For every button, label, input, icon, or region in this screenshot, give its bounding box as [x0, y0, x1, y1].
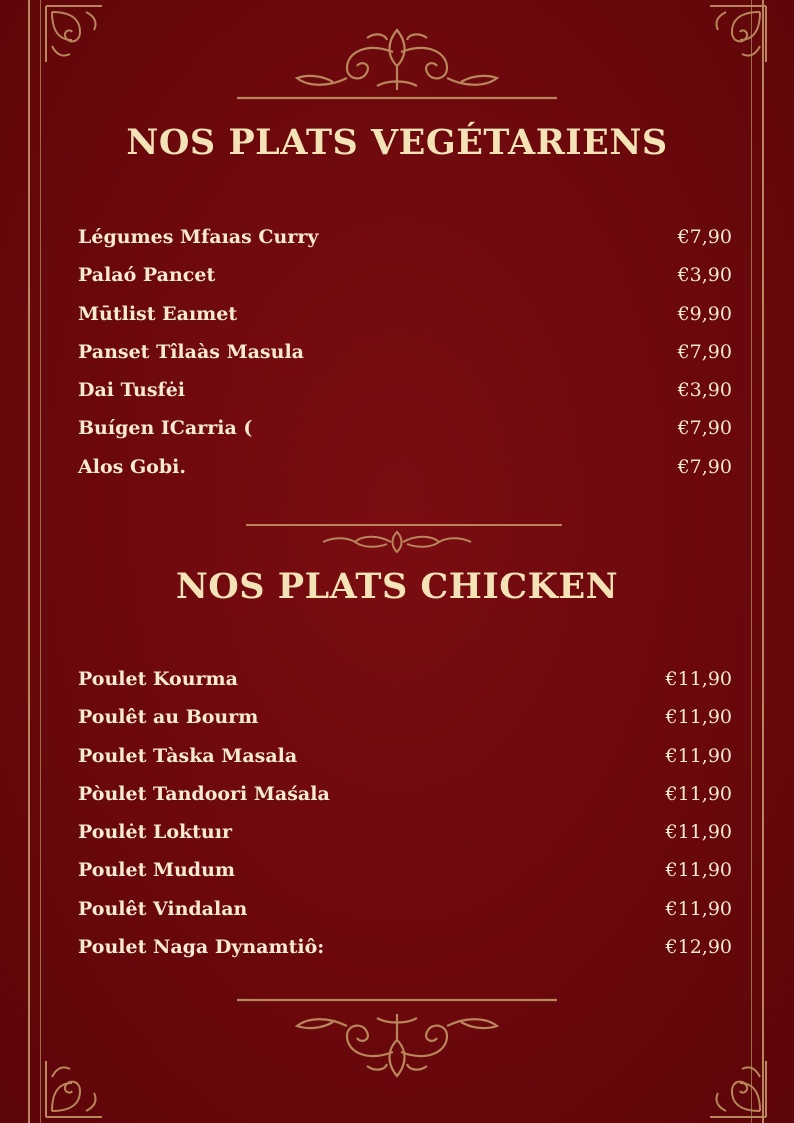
menu-item-price: €7,90	[677, 340, 732, 363]
menu-item-name: Alos Gobi.	[78, 455, 186, 478]
menu-item	[78, 417, 732, 455]
menu-item-price: €7,90	[677, 455, 732, 478]
menu-item-name: Poulet Tàska Masala	[78, 744, 298, 767]
menu-item	[78, 783, 732, 821]
menu-item	[78, 706, 732, 744]
menu-item-name: Dai Tusfėi	[78, 379, 186, 402]
menu-item-name: Pòulet Tandoori Maśala	[78, 782, 330, 805]
menu-item	[78, 668, 732, 706]
menu-item	[78, 898, 732, 936]
chicken-menu-list	[78, 668, 732, 974]
menu-item	[78, 821, 732, 859]
menu-item	[78, 341, 732, 379]
menu-item-name: Mūtlist Eaımet	[78, 302, 238, 325]
menu-item	[78, 264, 732, 302]
menu-item-price: €3,90	[677, 379, 732, 402]
menu-item-price: €3,90	[677, 264, 732, 287]
menu-item-name: Poulet Kourma	[78, 668, 238, 690]
menu-item-price: €11,90	[665, 859, 732, 882]
menu-item-name: Panset Tîlaàs Masula	[78, 340, 304, 363]
menu-item-price: €7,90	[677, 226, 732, 248]
menu-item-name: Légumes Mfaıas Curry	[78, 226, 319, 248]
menu-item	[78, 859, 732, 897]
menu-item-price: €9,90	[677, 302, 732, 325]
menu-item	[78, 303, 732, 341]
menu-item-price: €11,90	[665, 668, 732, 690]
menu-item-price: €7,90	[677, 417, 732, 440]
menu-item-name: Poulet Naga Dynamtiô:	[78, 936, 325, 959]
menu-item-price: €11,90	[665, 782, 732, 805]
menu-item-name: Palaó Pancet	[78, 264, 216, 287]
menu-item	[78, 456, 732, 494]
menu-item	[78, 379, 732, 417]
top-scroll-ornament-icon	[0, 22, 794, 102]
chicken-section-title: NOS PLATS CHICKEN	[175, 566, 619, 607]
vegetarian-menu-list	[78, 226, 732, 494]
menu-item-name: Buígen ICarria (	[78, 417, 253, 440]
menu-item	[78, 745, 732, 783]
menu-item-price: €11,90	[665, 744, 732, 767]
menu-item-name: Poulêt Vindalan	[78, 897, 248, 920]
menu-item-price: €12,90	[665, 936, 732, 959]
middle-scroll-divider-icon	[0, 528, 794, 556]
menu-item-price: €11,90	[665, 897, 732, 920]
menu-item	[78, 226, 732, 264]
vegetarian-section-title: NOS PLATS VEGÉTARIENS	[126, 122, 668, 163]
menu-item	[78, 936, 732, 974]
section-divider-line	[246, 524, 562, 526]
menu-item-price: €11,90	[665, 821, 732, 844]
menu-item-name: Poulėt Loktuır	[78, 821, 232, 844]
menu-item-name: Poulet Mudum	[78, 859, 236, 882]
menu-item-name: Poulêt au Bourm	[78, 706, 259, 729]
menu-item-price: €11,90	[665, 706, 732, 729]
bottom-scroll-ornament-icon	[0, 998, 794, 1082]
